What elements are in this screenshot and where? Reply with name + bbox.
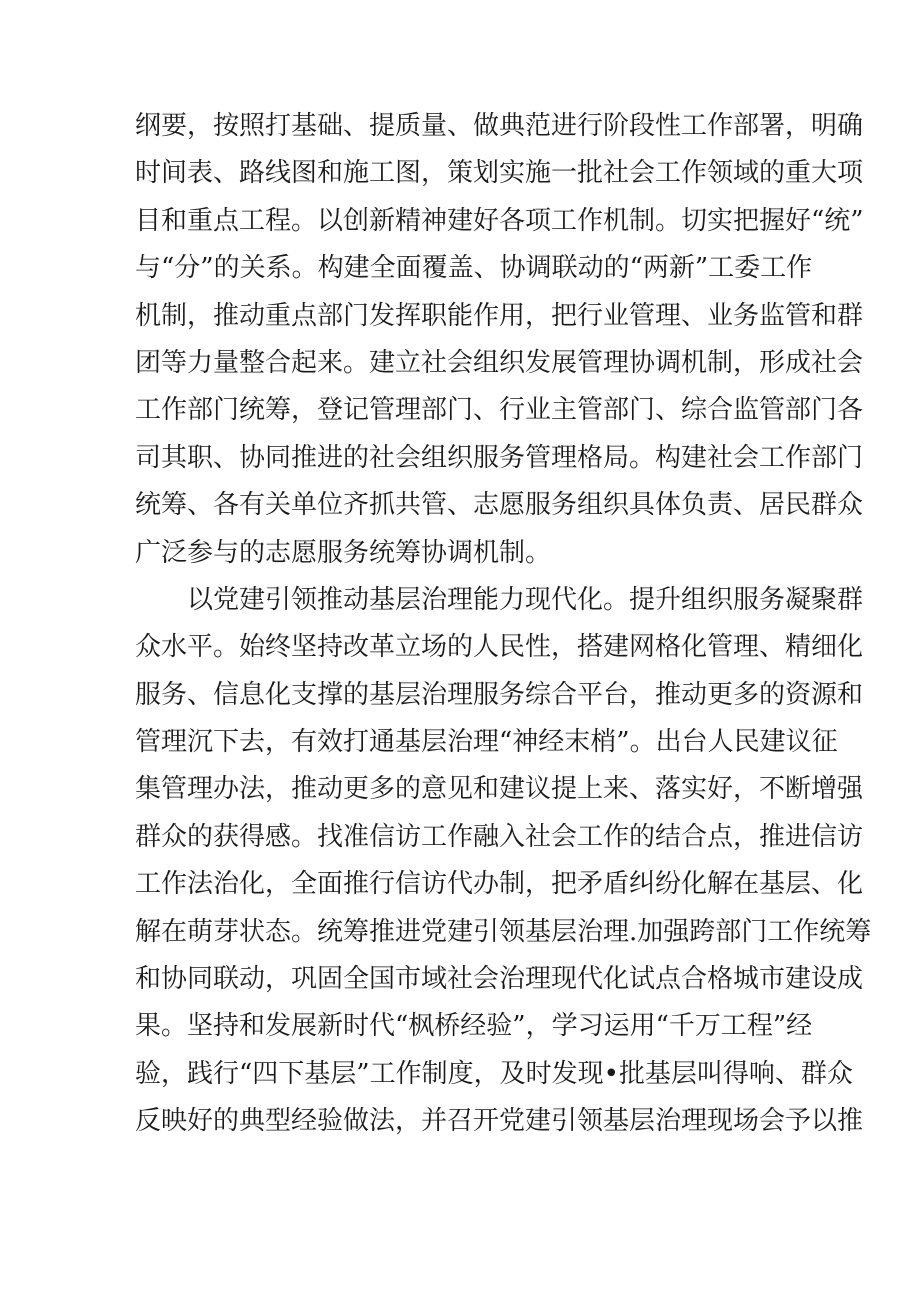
text-line: 目和重点工程。以创新精神建好各项工作机制。切实把握好“统”: [135, 205, 864, 236]
text-line: 工作部门统筹，登记管理部门、行业主管部门、综合监管部门各: [135, 395, 864, 426]
document-body: [135, 103, 872, 1146]
text-line: 解在萌芽状态。统筹推进党建引领基层治理.加强跨部门工作统筹: [135, 916, 872, 947]
paragraph-1: [135, 103, 864, 577]
paragraph-2: [135, 577, 872, 1146]
text-line: 反映好的典型经验做法，并召开党建引领基层治理现场会予以推: [135, 1106, 864, 1137]
text-line: 司其职、协同推进的社会组织服务管理格局。构建社会工作部门: [135, 442, 864, 473]
text-line: 验，践行“四下基层”工作制度，及时发现•批基层叫得响、群众: [135, 1058, 853, 1089]
text-line: 广泛参与的志愿服务统筹协调机制。: [135, 537, 552, 568]
text-line: 和协同联动，巩固全国市域社会治理现代化试点合格城市建设成: [135, 964, 864, 995]
text-line: 服务、信息化支撑的基层治理服务综合平台，推动更多的资源和: [135, 679, 864, 710]
text-line: 团等力量整合起来。建立社会组织发展管理协调机制，形成社会: [135, 347, 864, 378]
text-line: 机制，推动重点部门发挥职能作用，把行业管理、业务监管和群: [135, 300, 864, 331]
text-line: 众水平。始终坚持改革立场的人民性，搭建网格化管理、精细化: [135, 632, 864, 663]
text-line: 管理沉下去，有效打通基层治理“神经末梢”。出台人民建议征: [135, 727, 838, 758]
text-line: 以党建引领推动基层治理能力现代化。提升组织服务凝聚群: [187, 584, 864, 615]
text-line: 群众的获得感。找准信访工作融入社会工作的结合点，推进信访: [135, 821, 864, 852]
text-line: 工作法治化，全面推行信访代办制，把矛盾纠纷化解在基层、化: [135, 869, 864, 900]
text-line: 果。坚持和发展新时代“枫桥经验”，学习运用“千万工程”经: [135, 1011, 813, 1042]
text-line: 集管理办法，推动更多的意见和建议提上来、落实好，不断增强: [135, 774, 864, 805]
text-line: 与“分”的关系。构建全面覆盖、协调联动的“两新”工委工作: [135, 253, 813, 284]
text-line: 时间表、路线图和施工图，策划实施一批社会工作领域的重大项: [135, 158, 864, 189]
text-line: 纲要，按照打基础、提质量、做典范进行阶段性工作部署，明确: [135, 111, 864, 141]
text-line: 统筹、各有关单位齐抓共管、志愿服务组织具体负责、居民群众: [135, 490, 864, 521]
